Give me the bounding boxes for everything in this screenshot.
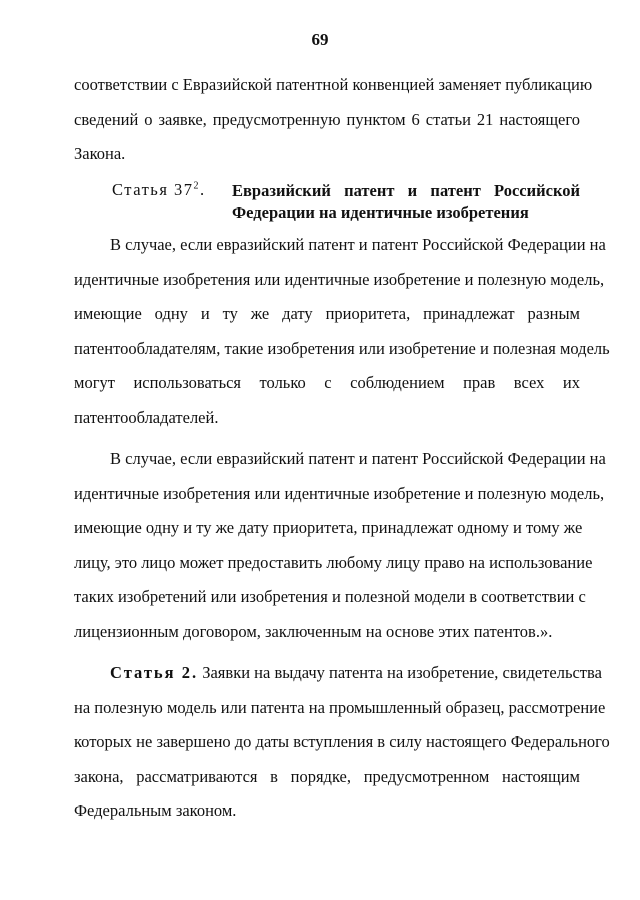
page-number: 69 xyxy=(311,30,329,49)
text-line: В случае, если евразийский патент и патент Российской Федерации на xyxy=(110,235,606,254)
article-37-label-text: Статья 37 xyxy=(112,180,194,199)
text-line: В случае, если евразийский патент и патент Российской Федерации на xyxy=(110,449,606,468)
text-line: Закона. xyxy=(74,144,126,164)
text-line: закона, рассматриваются в порядке, предусмотренном настоящим xyxy=(74,766,580,786)
text-line: лицу, это лицо может предоставить любому лицу право на использование xyxy=(74,552,593,572)
text-line: идентичные изобретения или идентичные изобретение и полезную модель, xyxy=(74,483,605,503)
paragraph-1 xyxy=(74,228,610,436)
article-37-title xyxy=(232,180,580,224)
article-37-title-line: Евразийский патент и патент Российской xyxy=(232,181,580,200)
article-37-label xyxy=(112,180,206,200)
text-line: Федеральным законом. xyxy=(74,801,237,821)
text-line: могут использоваться только с соблюдением прав всех их xyxy=(74,373,580,393)
article-37-title-line: Федерации на идентичные изобретения xyxy=(232,203,529,222)
text-line: патентообладателей. xyxy=(74,407,219,427)
article-37-label-superscript: 2 xyxy=(193,180,201,192)
article-2-label: Статья 2. xyxy=(110,663,199,682)
article-2 xyxy=(74,656,610,829)
text-line: на полезную модель или патента на промышленный образец, рассмотрение xyxy=(74,697,606,717)
text-line: идентичные изобретения или идентичные изобретение и полезную модель, xyxy=(74,269,605,289)
text-line: соответствии с Евразийской патентной конвенцией заменяет публикацию xyxy=(74,75,593,94)
text-line: которых не завершено до даты вступления в силу настоящего Федерального xyxy=(74,732,610,752)
article-2-first-line xyxy=(74,656,602,691)
text-line: лицензионным договором, заключенным на основе этих патентов.». xyxy=(74,621,553,641)
continuation-paragraph xyxy=(74,68,593,172)
article-37-label-dot: . xyxy=(200,180,206,199)
text-line: таких изобретений или изобретения и полезной модели в соответствии с xyxy=(74,587,586,607)
text-line: имеющие одну и ту же дату приоритета, принадлежат разным xyxy=(74,304,580,324)
article-2-first-line-text: Заявки на выдачу патента на изобретение, свидетельства xyxy=(202,663,602,682)
paragraph-2 xyxy=(74,442,606,650)
text-line: имеющие одну и ту же дату приоритета, принадлежат одному и тому же xyxy=(74,518,583,538)
text-line: патентообладателям, такие изобретения или изобретение и полезная модель xyxy=(74,338,610,358)
text-line: сведений о заявке, предусмотренную пунктом 6 статьи 21 настоящего xyxy=(74,109,580,129)
